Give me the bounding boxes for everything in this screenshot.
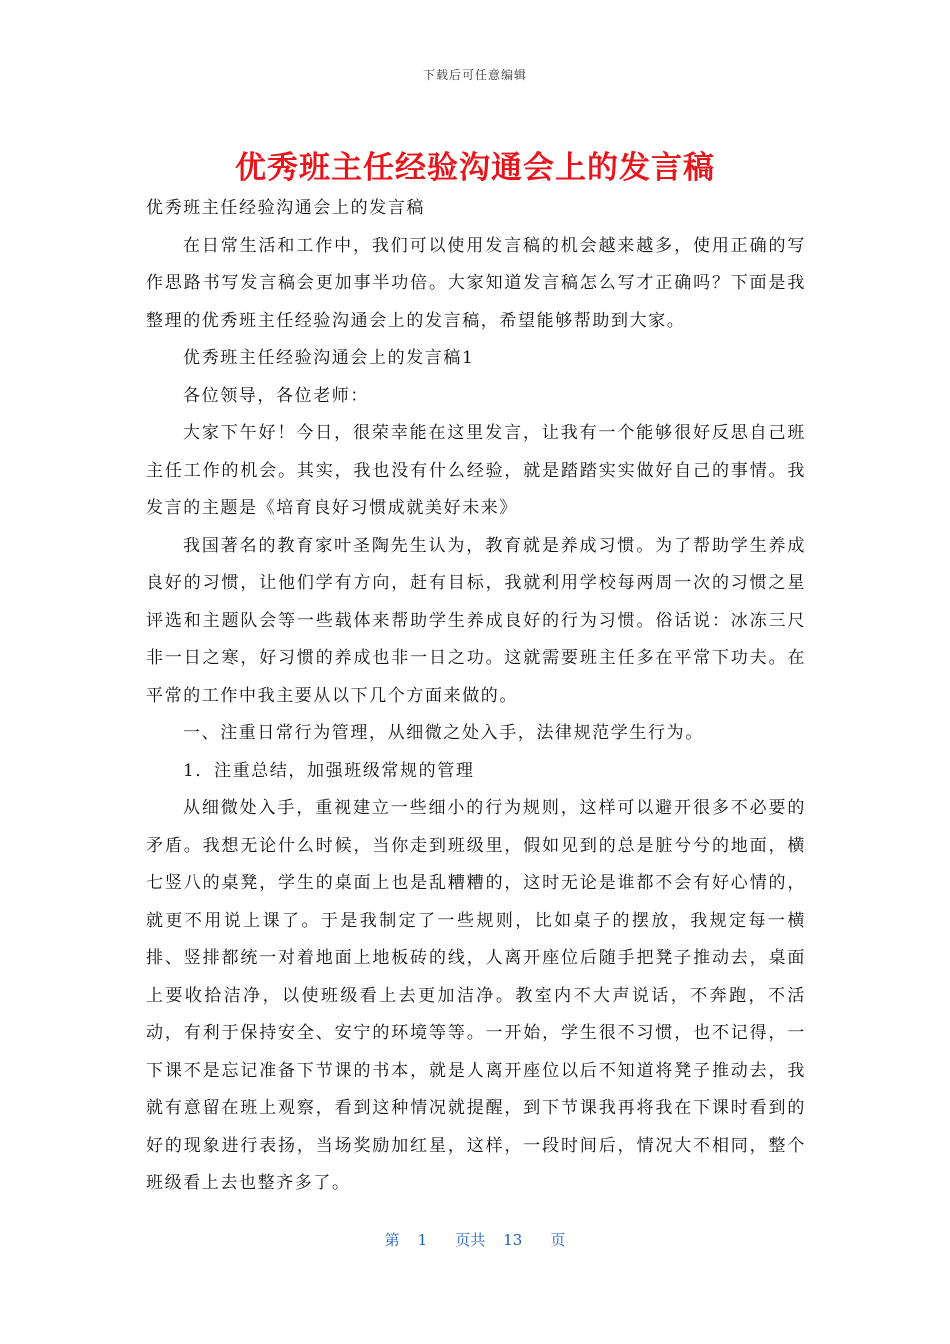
- document-body: [146, 190, 806, 1203]
- salutation: 各位领导，各位老师：: [183, 385, 369, 406]
- body-paragraph-habits: 我国著名的教育家叶圣陶先生认为，教育就是养成习惯。为了帮助学生养成良好的习惯，让他们学有方向，赶有目标，我就利用学校每两周一次的习惯之星评选和主题队会等一些载体来帮助学生养成良好的行为习惯。俗话说：冰冻三尺非一日之寒，好习惯的养成也非一日之功。这就需要班主任多在平常下功夫。在平常的工作中我主要从以下几个方面来做的。: [146, 535, 806, 706]
- page-number-footer: [0, 1229, 950, 1250]
- footer-page-mid: 页共: [455, 1231, 486, 1249]
- footer-page-label: 第: [384, 1231, 400, 1249]
- subsection-heading-1-1: 1．注重总结，加强班级常规的管理: [183, 760, 475, 781]
- footer-page-total: 13: [503, 1231, 523, 1249]
- document-title: 优秀班主任经验沟通会上的发言稿: [235, 150, 715, 186]
- body-paragraph-intro: 在日常生活和工作中，我们可以使用发言稿的机会越来越多，使用正确的写作思路书写发言稿会更加事半功倍。大家知道发言稿怎么写才正确吗？下面是我整理的优秀班主任经验沟通会上的发言稿，希望能够帮助到大家。: [146, 235, 806, 331]
- body-subtitle: 优秀班主任经验沟通会上的发言稿: [146, 198, 425, 218]
- footer-page-current: 1: [417, 1231, 428, 1249]
- subsection-heading-1: 一、注重日常行为管理，从细微之处入手，法律规范学生行为。: [183, 723, 704, 743]
- body-paragraph-rules: 从细微处入手，重视建立一些细小的行为规则，这样可以避开很多不必要的矛盾。我想无论什么时候，当你走到班级里，假如见到的总是脏兮兮的地面，横七竖八的桌凳，学生的桌面上也是乱糟糟的，这时无论是谁都不会有好心情的，就更不用说上课了。于是我制定了一些规则，比如桌子的摆放，我规定每一横排、竖排都统一对着地面上地板砖的线，人离开座位后随手把凳子推动去，桌面上要收拾洁净，以使班级看上去更加洁净。教室内不大声说话，不奔跑，不活动，有利于保持安全、安宁的环境等等。一开始，学生很不习惯，也不记得，一下课不是忘记准备下节课的书本，就是人离开座位以后不知道将凳子推动去，我就有意留在班上观察，看到这种情况就提醒，到下节课我再将我在下课时看到的好的现象进行表扬，当场奖励加红星，这样，一段时间后，情况大不相同，整个班级看上去也整齐多了。: [146, 798, 806, 1193]
- body-paragraph-greeting: 大家下午好！今日，很荣幸能在这里发言，让我有一个能够很好反思自己班主任工作的机会。其实，我也没有什么经验，就是踏踏实实做好自己的事情。我发言的主题是《培育良好习惯成就美好未来》: [146, 423, 806, 518]
- section-heading: 优秀班主任经验沟通会上的发言稿1: [183, 348, 475, 368]
- footer-page-end: 页: [550, 1231, 566, 1249]
- page-header-note: 下载后可任意编辑: [422, 68, 527, 82]
